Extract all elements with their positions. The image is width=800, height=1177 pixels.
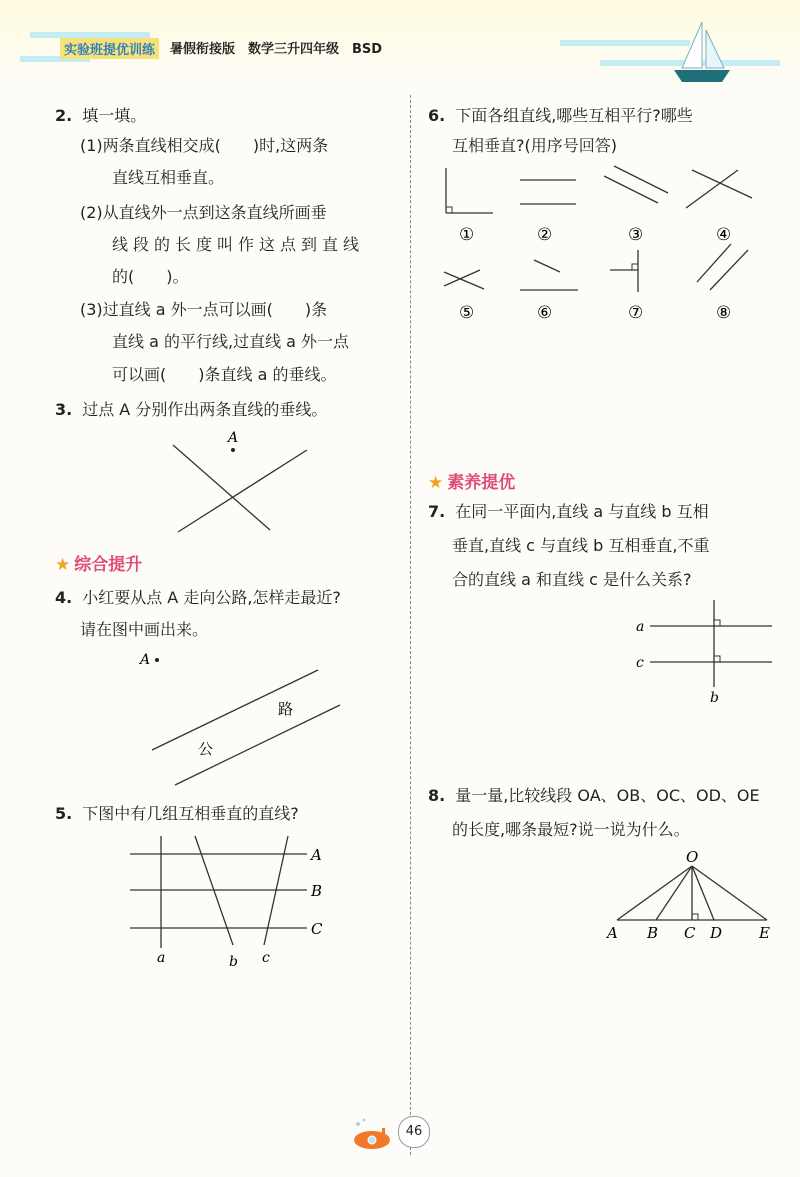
group-label-7: ⑦ xyxy=(628,303,644,323)
q2-part2-line1: (2)从直线外一点到这条直线所画垂 xyxy=(80,203,327,222)
label-C: C xyxy=(311,920,323,938)
q2-part3-line1: (3)过直线 a 外一点可以画( )条 xyxy=(80,300,328,319)
q2-part2-line3: 的( )。 xyxy=(112,267,189,286)
segment-OB xyxy=(656,866,692,920)
group-label-5: ⑤ xyxy=(459,303,475,323)
label-c: c xyxy=(636,655,644,671)
question-8-line1: 量一量,比较线段 OA、OB、OC、OD、OE xyxy=(455,786,760,805)
page-number: 46 xyxy=(398,1116,430,1148)
label-c: c xyxy=(262,950,270,966)
star-icon: ★ xyxy=(428,473,444,493)
label-A: A xyxy=(311,846,322,864)
question-4-line1: 小红要从点 A 走向公路,怎样走最近? xyxy=(82,588,341,607)
section-heading: ★ 综合提升 xyxy=(55,555,143,575)
question-6: 6. 下面各组直线,哪些互相平行?哪些 xyxy=(428,106,693,125)
question-7-line2: 垂直,直线 c 与直线 b 互相垂直,不重 xyxy=(452,536,710,555)
label-a: a xyxy=(157,950,166,966)
question-8: 8. 量一量,比较线段 OA、OB、OC、OD、OE xyxy=(428,786,760,805)
q2-part3-line3: 可以画( )条直线 a 的垂线。 xyxy=(112,365,337,384)
question-7: 7. 在同一平面内,直线 a 与直线 b 互相 xyxy=(428,502,709,521)
q2-part1-line2: 直线互相垂直。 xyxy=(112,168,225,187)
book-title: 暑假衔接版 数学三升四年级 BSD xyxy=(170,42,383,57)
question-5: 5. 下图中有几组互相垂直的直线? xyxy=(55,804,299,823)
question-6-line2: 互相垂直?(用序号回答) xyxy=(452,136,617,155)
road-label-2: 路 xyxy=(278,700,294,718)
question-4: 4. 小红要从点 A 走向公路,怎样走最近? xyxy=(55,588,341,607)
label-D: D xyxy=(710,924,723,942)
submarine-icon xyxy=(350,1118,400,1154)
question-3-text: 过点 A 分别作出两条直线的垂线。 xyxy=(82,400,328,419)
question-2-title: 填一填。 xyxy=(82,106,147,125)
label-O: O xyxy=(686,848,699,866)
segment-OA xyxy=(617,866,692,920)
label-b: b xyxy=(710,690,719,706)
q3-point-label: A xyxy=(228,430,239,446)
group-label-4: ④ xyxy=(716,225,732,245)
question-4-line2: 请在图中画出来。 xyxy=(80,620,209,639)
question-5-text: 下图中有几组互相垂直的直线? xyxy=(82,804,299,823)
label-E: E xyxy=(759,924,770,942)
group-label-3: ③ xyxy=(628,225,644,245)
book-series-label: 实验班提优训练 xyxy=(60,38,159,59)
label-C: C xyxy=(684,924,696,942)
q2-part1-line1: (1)两条直线相交成( )时,这两条 xyxy=(80,136,329,155)
label-B: B xyxy=(311,882,323,900)
label-b: b xyxy=(229,954,238,970)
right-angle-mark xyxy=(692,914,698,920)
q2-part2-line2: 线段的长度叫作这点到直线 xyxy=(112,235,365,254)
question-7-line1: 在同一平面内,直线 a 与直线 b 互相 xyxy=(455,502,709,521)
q4-point-label: A xyxy=(140,652,151,668)
group-label-6: ⑥ xyxy=(537,303,553,323)
group-label-1: ① xyxy=(459,225,475,245)
road-label-1: 公 xyxy=(198,740,214,758)
star-icon: ★ xyxy=(55,555,71,575)
q2-part3-line2: 直线 a 的平行线,过直线 a 外一点 xyxy=(112,332,350,351)
question-8-line2: 的长度,哪条最短?说一说为什么。 xyxy=(452,820,690,839)
section-heading: ★ 素养提优 xyxy=(428,473,516,493)
group-label-2: ② xyxy=(537,225,553,245)
label-a: a xyxy=(636,619,645,635)
question-7-line3: 合的直线 a 和直线 c 是什么关系? xyxy=(452,570,692,589)
question-2: 2. 填一填。 xyxy=(55,106,147,125)
label-B: B xyxy=(647,924,659,942)
question-3: 3. 过点 A 分别作出两条直线的垂线。 xyxy=(55,400,328,419)
label-A: A xyxy=(607,924,618,942)
question-6-line1: 下面各组直线,哪些互相平行?哪些 xyxy=(455,106,693,125)
group-label-8: ⑧ xyxy=(716,303,732,323)
